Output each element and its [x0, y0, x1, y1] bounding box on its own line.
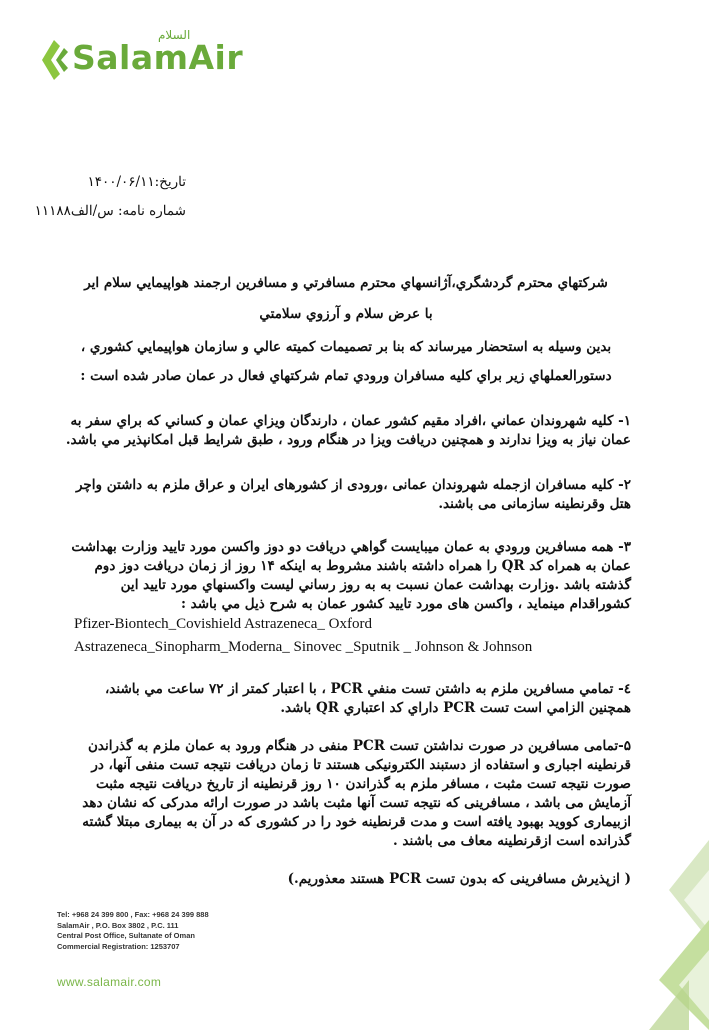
footer-address: SalamAir , P.O. Box 3802 , P.C. 111	[57, 920, 179, 930]
intro-line-1: بدين وسيله به استحضار ميرساند كه بنا بر تصميمات كميته عالي و سازمان هواپيمايي كشوري ،	[80, 339, 612, 355]
salutation-line-1: شركتهاي محترم گردشگري،آژانسهاي محترم مسافرتي و مسافرين ارجمند هواپيمايي سلام اير	[84, 275, 608, 291]
footer-post-office: Central Post Office, Sultanate of Oman	[57, 931, 195, 940]
list-item-4: ٤- تمامي مسافرين ملزم به داشتن تست منفي PCR ، با اعتبار كمتر از ۷۲ ساعت مي باشند، همچنين الزامي است تست PCR داراي كد اعتباري QR باشد.	[104, 681, 631, 716]
list-item-5: ۵-تمامی مسافرين در صورت نداشتن تست PCR منفی در هنگام ورود به عمان ملزم به گذراندن قرنطينه اجباری و استفاده از دستبند الكترونيكی هستند تا زمان دريافت نتيجه تست منفی آنها، در صورت نتيجه تست مثبت ، مسافر ملزم به گذراندن ۱۰ روز قرنطينه از تاريخ دريافت نتيجه مثبت آزمايش می باشد ، مسافرينی كه نتيجه تست آنها مثبت باشد در صورت ارائه مدركی كه نشان دهد ازبيماری كوويد بهبود يافته است و مدت قرنطينه خود را در كشوری كه در آن به بيماری مبتلا گشته گذرانده است ازقرنطينه معاف می باشند .	[82, 738, 631, 849]
intro-line-2: دستورالعملهاي زير براي كليه مسافران ورودي تمام شركتهاي فعال در عمان صادر شده است :	[80, 368, 612, 384]
salamair-arrow-icon	[40, 38, 70, 82]
footer-website-link[interactable]: www.salamair.com	[57, 975, 162, 989]
footer-registration: Commercial Registration: 1253707	[57, 941, 180, 951]
footer-phone-fax: Tel: +968 24 399 800 , Fax: +968 24 399 888	[57, 910, 209, 919]
letter-date: تاريخ:۱۴۰۰/۰۶/۱۱	[87, 174, 186, 190]
letter-reference: شماره نامه: س/الف۱۱۱۸۸	[34, 203, 186, 219]
list-item-1: ۱- كليه شهروندان عماني ،افراد مقيم كشور عمان ، دارندگان ويزاي عمان و كساني كه براي سفر به عمان نياز به ويزا ندارند و همچنين دريافت ويزا در هنگام ورود ، طبق شرايط قبل امكانپذير مي باشد.	[65, 413, 631, 448]
corner-pattern-decoration	[629, 830, 709, 1030]
list-item-2: ۲- كليه مسافران ازجمله شهروندان عمانی ،ورودی از کشورهای ایران و عراق ملزم به داشتن واچر هتل وقرنطینه سازمانی می باشند.	[75, 477, 631, 512]
list-item-3: ۳- همه مسافرين ورودي به عمان ميبايست گواهي دريافت دو دوز واكسن مورد تاييد وزارت بهداشت عمان به همراه كد QR را همراه داشته باشند مشروط به اينكه ۱۴ روز از زمان دريافت دوز دوم گذشته باشد .وزارت بهداشت عمان نسبت به به روز رساني ليست واكسنهاي مورد تاييد اين كشوراقدام مينمايد ، واکسن های مورد تاييد كشور عمان به شرح ذيل مي باشد :	[71, 539, 631, 612]
vaccine-list-line-1: Pfizer-Biontech_Covishield Astrazeneca_ Oxford	[74, 616, 372, 632]
footer-contact	[57, 910, 209, 952]
salutation-line-2: با عرض سلام و آرزوي سلامتي	[259, 306, 433, 322]
vaccine-list-line-2: Astrazeneca_Sinopharm_Moderna_ Sinovec _Sputnik _ Johnson & Johnson	[74, 639, 533, 655]
brand-name: SalamAir	[72, 38, 244, 77]
salamair-logo	[40, 30, 280, 90]
closing-note: ( ازپذیرش مسافرینی که بدون تست PCR هستند معذوریم.)	[287, 871, 631, 887]
brand-arabic: السلام	[158, 28, 191, 42]
